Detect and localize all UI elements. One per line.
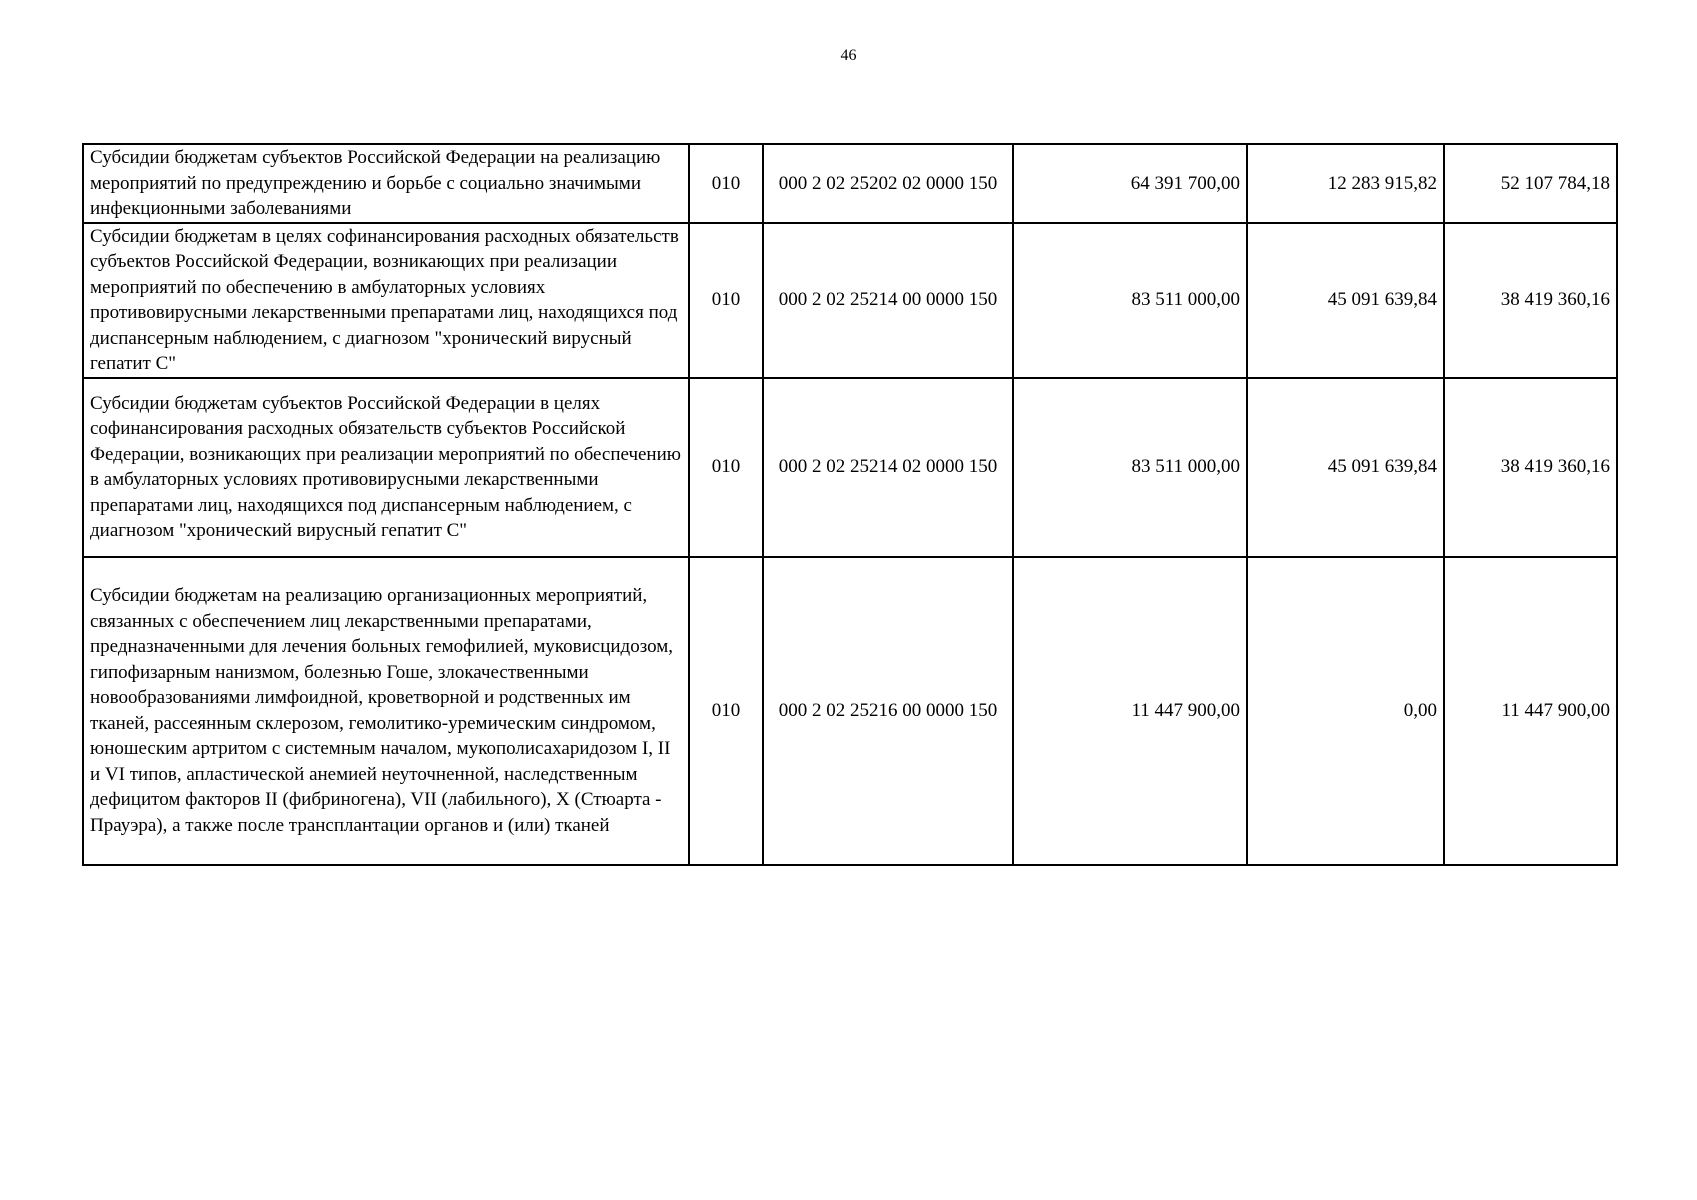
row-executed-amount: 45 091 639,84 <box>1247 223 1444 378</box>
row-description: Субсидии бюджетам субъектов Российской Федерации на реализацию мероприятий по предупреждению и борьбе с социально значимыми инфекционными заболеваниями <box>83 144 689 223</box>
row-executed-amount: 45 091 639,84 <box>1247 378 1444 557</box>
row-description: Субсидии бюджетам субъектов Российской Федерации в целях софинансирования расходных обязательств субъектов Российской Федерации, возникающих при реализации мероприятий по обеспечению в амбулаторных условиях противовирусными лекарственными препаратами лиц, находящихся под диспансерным наблюдением, с диагнозом "хронический вирусный гепатит С" <box>83 378 689 557</box>
row-approved-amount: 11 447 900,00 <box>1013 557 1247 865</box>
row-unexecuted-amount: 11 447 900,00 <box>1444 557 1617 865</box>
row-description: Субсидии бюджетам в целях софинансирования расходных обязательств субъектов Российской Федерации, возникающих при реализации мероприятий по обеспечению в амбулаторных условиях противовирусными лекарственными препаратами лиц, находящихся под диспансерным наблюдением, с диагнозом "хронический вирусный гепатит С" <box>83 223 689 378</box>
row-description: Субсидии бюджетам на реализацию организационных мероприятий, связанных с обеспечением лиц лекарственными препаратами, предназначенными для лечения больных гемофилией, муковисцидозом, гипофизарным нанизмом, болезнью Гоше, злокачественными новообразованиями лимфоидной, кроветворной и родственных им тканей, рассеянным склерозом, гемолитико-уремическим синдромом, юношеским артритом с системным началом, мукополисахаридозом I, II и VI типов, апластической анемией неуточненной, наследственным дефицитом факторов II (фибриногена), VII (лабильного), X (Стюарта - Прауэра), а также после трансплантации органов и (или) тканей <box>83 557 689 865</box>
table-row <box>83 144 1617 223</box>
row-unexecuted-amount: 52 107 784,18 <box>1444 144 1617 223</box>
row-executed-amount: 0,00 <box>1247 557 1444 865</box>
row-line-code: 010 <box>689 144 763 223</box>
row-approved-amount: 83 511 000,00 <box>1013 223 1247 378</box>
row-line-code: 010 <box>689 223 763 378</box>
row-budget-code: 000 2 02 25214 02 0000 150 <box>763 378 1013 557</box>
page-number: 46 <box>840 47 857 64</box>
row-unexecuted-amount: 38 419 360,16 <box>1444 378 1617 557</box>
row-budget-code: 000 2 02 25216 00 0000 150 <box>763 557 1013 865</box>
table-row <box>83 223 1617 378</box>
row-approved-amount: 64 391 700,00 <box>1013 144 1247 223</box>
row-line-code: 010 <box>689 378 763 557</box>
row-executed-amount: 12 283 915,82 <box>1247 144 1444 223</box>
table-row <box>83 557 1617 865</box>
row-budget-code: 000 2 02 25202 02 0000 150 <box>763 144 1013 223</box>
row-budget-code: 000 2 02 25214 00 0000 150 <box>763 223 1013 378</box>
row-line-code: 010 <box>689 557 763 865</box>
row-unexecuted-amount: 38 419 360,16 <box>1444 223 1617 378</box>
table-row <box>83 378 1617 557</box>
budget-table <box>82 143 1618 866</box>
row-approved-amount: 83 511 000,00 <box>1013 378 1247 557</box>
